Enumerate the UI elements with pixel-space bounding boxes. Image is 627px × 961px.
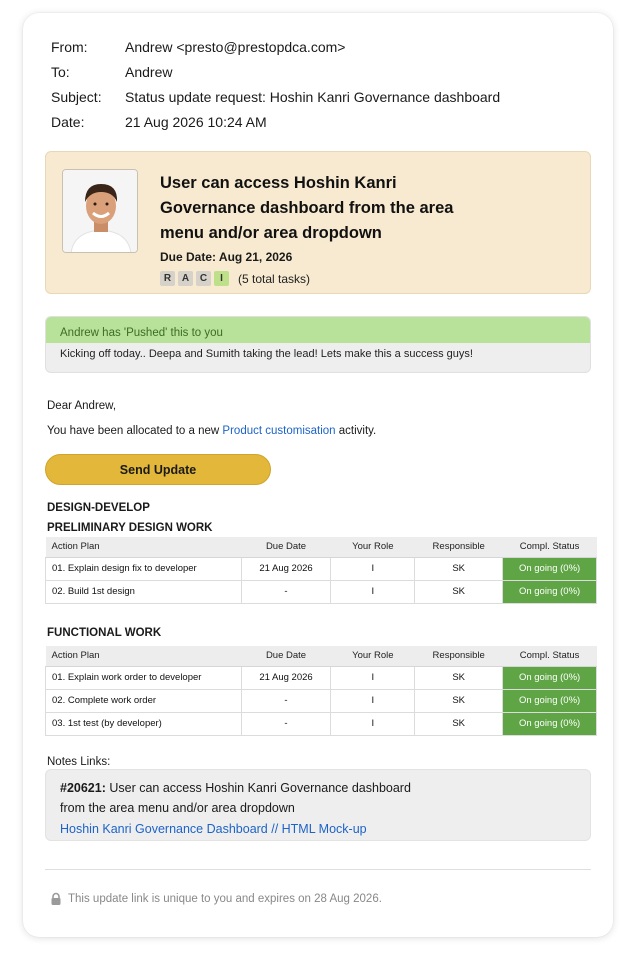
pushed-message: Kicking off today.. Deepa and Sumith taking the lead! Lets make this a success guys! [60, 348, 473, 360]
col-your-role: Your Role [331, 537, 415, 557]
subject-value: Status update request: Hoshin Kanri Governance dashboard [125, 89, 501, 105]
due-cell: 21 Aug 2026 [241, 557, 331, 580]
due-cell: - [241, 689, 331, 712]
role-cell: I [331, 580, 415, 603]
table-row [46, 580, 597, 603]
responsible-cell: SK [415, 557, 503, 580]
task-card [45, 151, 591, 294]
status-badge: On going (0%) [503, 666, 597, 689]
from-value: Andrew <presto@prestopdca.com> [125, 39, 346, 55]
email-header [51, 38, 500, 138]
responsible-cell: SK [415, 689, 503, 712]
action-cell: 02. Complete work order [46, 689, 242, 712]
notes-label: Notes Links: [47, 756, 111, 768]
col-due-date: Due Date [241, 646, 331, 666]
email-card [23, 13, 613, 937]
allocation-suffix: activity. [338, 425, 377, 437]
notes-box [45, 769, 591, 841]
to-row [51, 63, 500, 88]
due-cell: - [241, 712, 331, 735]
raci-indicator [160, 271, 310, 286]
responsible-cell: SK [415, 666, 503, 689]
action-plan-table [45, 646, 597, 736]
lock-icon [49, 892, 63, 906]
subject-row [51, 88, 500, 113]
col-action-plan: Action Plan [46, 646, 242, 666]
pushed-header: Andrew has 'Pushed' this to you [46, 317, 590, 343]
avatar [62, 169, 138, 253]
action-cell: 01. Explain work order to developer [46, 666, 242, 689]
col-your-role: Your Role [331, 646, 415, 666]
allocation-prefix: You have been allocated to a new [47, 425, 220, 437]
phase-title: DESIGN-DEVELOP [47, 502, 150, 514]
allocation-text [47, 425, 376, 437]
status-badge: On going (0%) [503, 557, 597, 580]
to-value: Andrew [125, 64, 173, 80]
status-badge: On going (0%) [503, 712, 597, 735]
notes-id: #20621: [60, 781, 106, 795]
section-title: FUNCTIONAL WORK [47, 627, 162, 639]
role-cell: I [331, 689, 415, 712]
task-due-date: Due Date: Aug 21, 2026 [160, 250, 293, 264]
raci-c: C [196, 271, 211, 286]
status-badge: On going (0%) [503, 580, 597, 603]
date-label: Date: [51, 114, 85, 130]
date-value: 21 Aug 2026 10:24 AM [125, 114, 267, 130]
table-row [46, 557, 597, 580]
col-responsible: Responsible [415, 646, 503, 666]
from-row [51, 38, 500, 63]
send-update-button[interactable]: Send Update [45, 454, 271, 485]
notes-line-1 [60, 778, 576, 798]
due-cell: - [241, 580, 331, 603]
role-cell: I [331, 557, 415, 580]
col-status: Compl. Status [503, 537, 597, 557]
raci-i: I [214, 271, 229, 286]
from-label: From: [51, 39, 88, 55]
due-cell: 21 Aug 2026 [241, 666, 331, 689]
col-action-plan: Action Plan [46, 537, 242, 557]
responsible-cell: SK [415, 712, 503, 735]
raci-a: A [178, 271, 193, 286]
greeting: Dear Andrew, [47, 400, 117, 412]
table-header [46, 537, 597, 557]
to-label: To: [51, 64, 70, 80]
notes-text-1: User can access Hoshin Kanri Governance dashboard [109, 781, 411, 795]
action-plan-table [45, 537, 597, 604]
role-cell: I [331, 712, 415, 735]
footer [49, 892, 382, 906]
responsible-cell: SK [415, 580, 503, 603]
date-row [51, 113, 500, 138]
status-badge: On going (0%) [503, 689, 597, 712]
table-header [46, 646, 597, 666]
col-responsible: Responsible [415, 537, 503, 557]
table-row [46, 712, 597, 735]
pushed-banner [45, 316, 591, 373]
role-cell: I [331, 666, 415, 689]
task-title: User can access Hoshin Kanri Governance dashboard from the area menu and/or area dropdown [160, 174, 454, 242]
product-customisation-link[interactable]: Product customisation [222, 425, 336, 437]
user-photo-icon [63, 170, 138, 253]
divider [45, 869, 591, 870]
action-cell: 01. Explain design fix to developer [46, 557, 242, 580]
notes-text-2: from the area menu and/or area dropdown [60, 801, 295, 815]
action-cell: 02. Build 1st design [46, 580, 242, 603]
footer-text: This update link is unique to you and expires on 28 Aug 2026. [68, 893, 382, 905]
section-title: PRELIMINARY DESIGN WORK [47, 522, 213, 534]
table-row [46, 689, 597, 712]
mockup-link[interactable]: Hoshin Kanri Governance Dashboard // HTML Mock-up [60, 822, 367, 836]
table-row [46, 666, 597, 689]
col-status: Compl. Status [503, 646, 597, 666]
raci-r: R [160, 271, 175, 286]
total-tasks: (5 total tasks) [238, 271, 311, 286]
col-due-date: Due Date [241, 537, 331, 557]
subject-label: Subject: [51, 89, 102, 105]
action-cell: 03. 1st test (by developer) [46, 712, 242, 735]
